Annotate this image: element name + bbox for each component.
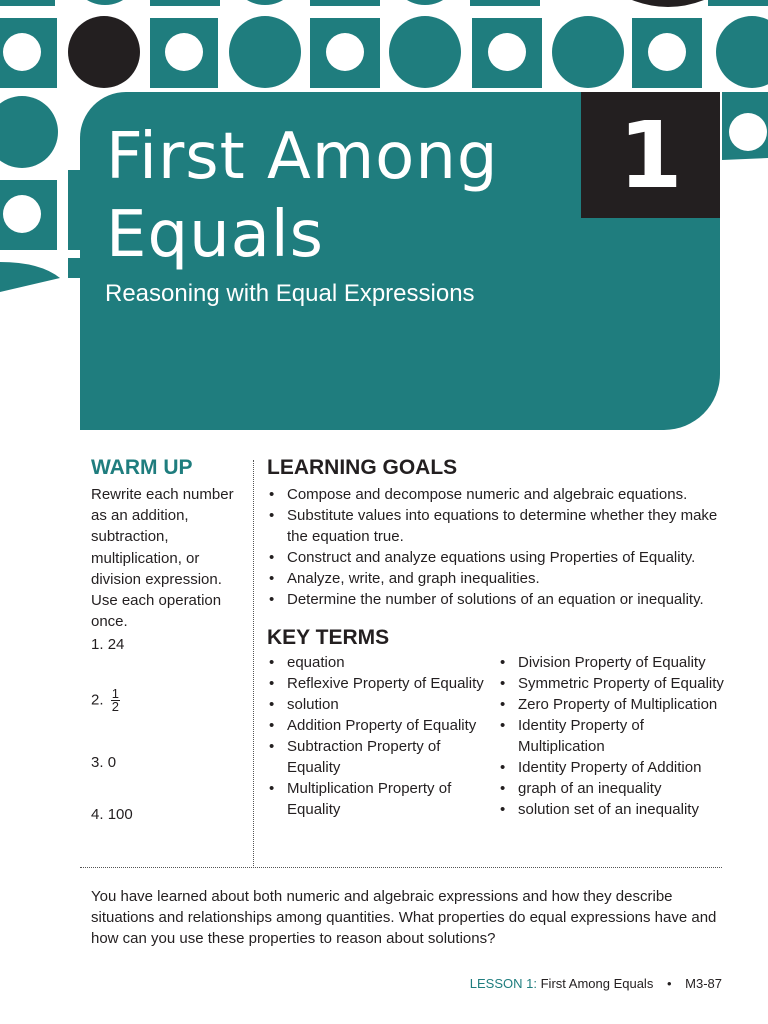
list-item: • graph of an inequality	[498, 778, 728, 799]
fraction	[111, 688, 120, 713]
lesson-number: 1	[618, 101, 683, 209]
list-item: • solution set of an inequality	[498, 799, 728, 820]
list-item: • Identity Property of Multiplication	[498, 715, 728, 757]
list-item: • Determine the number of solutions of an equation or inequality.	[267, 589, 727, 610]
list-item: • Addition Property of Equality	[267, 715, 487, 736]
key-terms-column-2	[498, 652, 728, 820]
intro-paragraph: You have learned about both numeric and algebraic expressions and how they describe situations and relationships among quantities. What properties do equal expressions have and how can you use these properties to reason about solutions?	[91, 888, 717, 947]
key-terms-section	[267, 626, 727, 818]
warm-up-item	[91, 688, 120, 713]
lesson-title: First Among Equals	[106, 120, 499, 272]
warm-up-instructions: Rewrite each number as an addition, subtraction, multiplication, or division expression. Use each operation once.	[91, 486, 234, 631]
list-item: • Multiplication Property of Equality	[267, 778, 487, 820]
warm-up-section	[91, 456, 249, 823]
footer-lesson-label: LESSON 1:	[469, 976, 537, 991]
section-divider	[80, 867, 722, 868]
warm-up-item	[91, 806, 133, 823]
key-terms-column-1	[267, 652, 487, 820]
item-value: 100	[107, 806, 133, 823]
list-item: • Compose and decompose numeric and algebraic equations.	[267, 484, 727, 505]
footer-bullet: •	[666, 976, 672, 991]
item-number: 3.	[91, 754, 104, 771]
item-number: 4.	[91, 806, 104, 823]
list-item: • Symmetric Property of Equality	[498, 673, 728, 694]
page-footer	[470, 976, 722, 991]
footer-lesson-title: First Among Equals	[540, 976, 654, 991]
warm-up-item	[91, 636, 124, 653]
item-number: 2.	[91, 691, 104, 709]
list-item: • Substitute values into equations to determine whether they make the equation true.	[267, 505, 727, 547]
item-value: 24	[107, 636, 125, 653]
numerator: 1	[111, 686, 119, 701]
page-number: M3-87	[685, 976, 722, 991]
column-divider	[253, 460, 254, 868]
list-item: • Subtraction Property of Equality	[267, 736, 487, 778]
warm-up-item	[91, 754, 116, 771]
lesson-subtitle: Reasoning with Equal Expressions	[105, 280, 475, 307]
learning-goals-heading: LEARNING GOALS	[267, 456, 458, 479]
list-item: • Zero Property of Multiplication	[498, 694, 728, 715]
list-item: • equation	[267, 652, 487, 673]
item-value: 0	[107, 754, 117, 771]
list-item: • solution	[267, 694, 487, 715]
learning-goals-list	[267, 484, 727, 610]
key-terms-heading: KEY TERMS	[267, 626, 390, 649]
list-item: • Division Property of Equality	[498, 652, 728, 673]
list-item: • Construct and analyze equations using Properties of Equality.	[267, 547, 727, 568]
item-number: 1.	[91, 636, 104, 653]
list-item: • Identity Property of Addition	[498, 757, 728, 778]
list-item: • Reflexive Property of Equality	[267, 673, 487, 694]
learning-goals-section	[267, 456, 727, 610]
lesson-number-box	[581, 92, 720, 218]
warm-up-heading: WARM UP	[91, 456, 193, 479]
denominator: 2	[111, 699, 119, 714]
list-item: • Analyze, write, and graph inequalities.	[267, 568, 727, 589]
